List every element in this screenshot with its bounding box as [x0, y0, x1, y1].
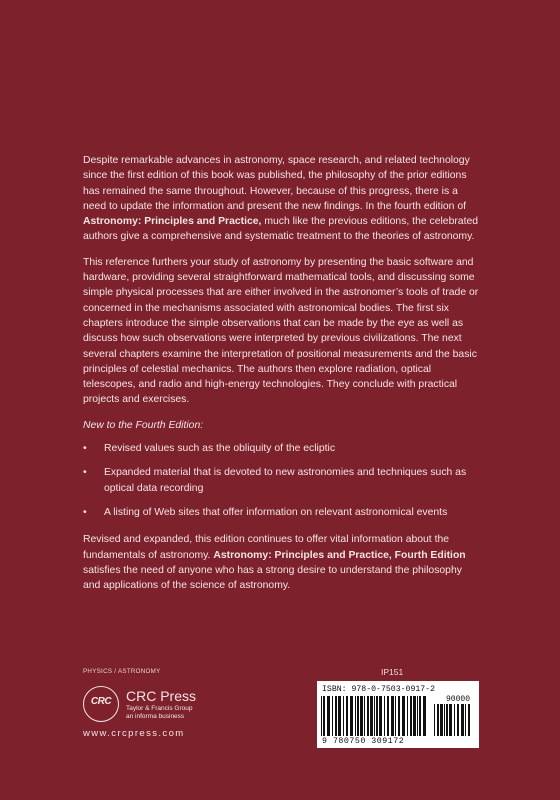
barcode-bar [446, 704, 448, 736]
publisher-group: Taylor & Francis Group [126, 705, 193, 712]
closing-text-end: satisfies the need of anyone who has a strong desire to understand the philosophy and applications of the science of astronomy. [83, 564, 462, 592]
new-edition-heading [83, 418, 480, 433]
barcode-bar [387, 696, 389, 736]
barcode-bar [364, 696, 365, 736]
barcode-bar [449, 704, 452, 736]
bullet-text: A listing of Web sites that offer information on relevant astronomical events [104, 506, 448, 518]
bullet-icon: • [83, 443, 87, 455]
publisher-tagline: an informa business [126, 713, 185, 720]
paragraph-closing [83, 532, 480, 593]
crc-logo-mark: CRC [90, 696, 112, 707]
barcode-bar [357, 696, 359, 736]
barcode-bars-addon [434, 704, 472, 736]
closing-book-title: Astronomy: Principles and Practice, Fourth Edition [213, 549, 466, 561]
barcode-bar [370, 696, 373, 736]
barcode-bar [395, 696, 396, 736]
barcode-bar [338, 696, 341, 736]
publisher-logo [83, 686, 233, 731]
barcode-bar [468, 704, 470, 736]
intro-text-end: much like the previous editions, the celebrated authors give a comprehensive and systematic treatment to the theories of astronomy. [83, 216, 479, 243]
barcode-bar [391, 696, 394, 736]
list-item [83, 465, 480, 496]
barcode-bar [398, 696, 400, 736]
barcode-bar [434, 704, 435, 736]
barcode-bar [413, 696, 416, 736]
bullet-text: Revised values such as the obliquity of the ecliptic [104, 443, 336, 455]
subject-category: PHYSICS / ASTRONOMY [83, 668, 161, 675]
barcode-bar [355, 696, 356, 736]
barcode-bar [350, 696, 353, 736]
bullet-icon: • [83, 506, 87, 518]
barcode-bar [402, 696, 405, 736]
publisher-name: CRC Press [126, 688, 197, 704]
barcode-bar [360, 696, 363, 736]
barcode-bar [332, 696, 333, 736]
barcode-bar [321, 696, 322, 736]
new-edition-heading-text: New to the Fourth Edition: [83, 419, 204, 431]
barcode-bar [419, 696, 421, 736]
paragraph-overview: This reference furthers your study of astronomy by presenting the basic software and hardware, providing several straightforward mathematical tools, and discussing some simple physical processes that are either involved in the astronomer’s tools of trade or concerned in the mechanisms associated with astronomical bodies. The first six chapters introduce the simple observations that can be made by the eye as well as discuss how such observations were interpreted by previous civilizations. The next several chapters examine the interpretation of positional measurements and the basic principles of celestial mechanics. The authors then explore radiation, optical telescopes, and radio and high-energy technologies. They conclude with practical projects and exercises. [83, 256, 479, 406]
isbn-barcode [317, 681, 479, 748]
list-item [83, 505, 480, 520]
intro-text: Despite remarkable advances in astronomy, space research, and related technology since the first edition of this book was published, the philosophy of the prior editions has remained the same throughout. However, because of this progress, there is a need to update the information and present the new findings. In the fourth edition of [83, 155, 470, 212]
barcode-bars-main [321, 696, 429, 736]
barcode-bar [379, 696, 382, 736]
barcode-bar [457, 704, 459, 736]
bullet-icon: • [83, 467, 87, 479]
product-code: IP151 [381, 667, 404, 677]
barcode-bar [410, 696, 412, 736]
barcode-bar [423, 696, 426, 736]
barcode-bar [323, 696, 325, 736]
barcode-bar [444, 704, 445, 736]
barcode-digits: 9 780750 309172 [322, 737, 405, 746]
barcode-bar [454, 704, 455, 736]
closing-text: Revised and expanded, this edition continues to offer vital information about the fundamentals of astronomy. [83, 534, 450, 561]
list-item [83, 441, 480, 456]
bullet-text: Expanded material that is devoted to new astronomies and techniques such as optical data recording [104, 467, 467, 494]
barcode-bar [465, 704, 466, 736]
publisher-url: www.crcpress.com [83, 728, 185, 739]
paragraph-intro [83, 153, 480, 245]
barcode-bar [374, 696, 375, 736]
barcode-bar [346, 696, 348, 736]
barcode-bar [407, 696, 408, 736]
back-cover-blurb [83, 153, 480, 603]
intro-book-title: Astronomy: Principles and Practice, [83, 216, 262, 228]
price-code: 90000 [445, 695, 470, 704]
barcode-bar [384, 696, 385, 736]
barcode-bar [417, 696, 418, 736]
isbn-label: ISBN: 978-0-7503-0917-2 [322, 685, 436, 694]
barcode-bar [461, 704, 464, 736]
barcode-bar [437, 704, 439, 736]
barcode-bar [343, 696, 344, 736]
barcode-bar [327, 696, 330, 736]
barcode-bar [335, 696, 337, 736]
barcode-bar [376, 696, 378, 736]
barcode-bar [440, 704, 443, 736]
barcode-bar [367, 696, 369, 736]
